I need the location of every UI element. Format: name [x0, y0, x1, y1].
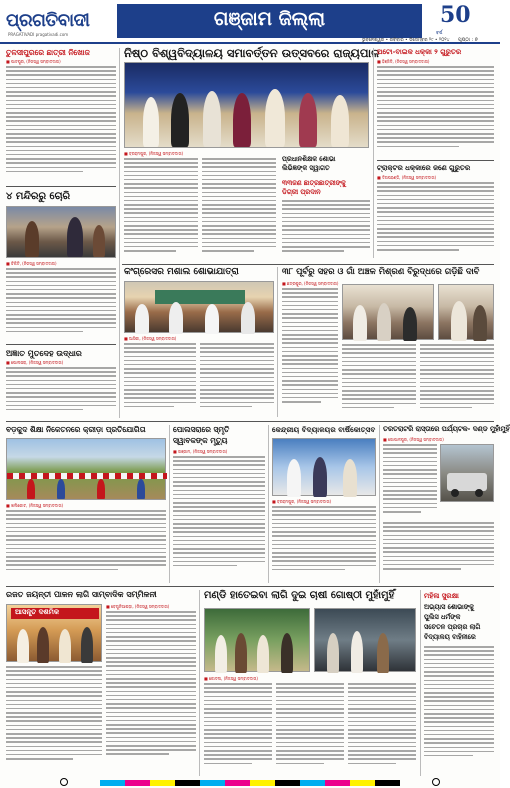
section-divider [6, 421, 494, 422]
story-headline[interactable]: ବଡ଼କୁଦ ଶିକ୍ଷା ନିକେତନରେ କ୍ରୀଡ଼ା ପ୍ରତିଯୋଗିତା [6, 425, 146, 434]
story-body [204, 683, 272, 775]
newspaper-logo[interactable] [6, 10, 114, 37]
sports-meet-photo [6, 438, 166, 500]
story-body [383, 444, 437, 520]
story-body [383, 522, 494, 580]
lead-subhead: ଲିଭିଜ୍ଞଙ୍କ ସ୍ୱାଗତ [282, 164, 330, 172]
story-body [200, 343, 274, 417]
story-byline: ■ ଗଞ୍ଜାମ, (ନିଜସ୍ୱ ସମ୍ବାଦଦାତା) [173, 449, 228, 454]
story-body [124, 343, 196, 417]
farmers-clash-photo [204, 608, 310, 672]
anniversary-number: 50 [440, 2, 471, 28]
story-body [202, 158, 276, 262]
logo-subtitle: PRAGATIVADI pragativadi.com [8, 32, 69, 37]
temple-theft-photo [6, 206, 116, 258]
city-meeting-photo-2 [438, 284, 494, 340]
column-rule [169, 425, 170, 583]
lead-subhead: ପ୍ରଧାନଶିକ୍ଷକ ଶୋଭା [282, 155, 336, 163]
divider [122, 264, 494, 265]
story-body [6, 367, 116, 417]
side-story-line: ସଚେତନ ପ୍ରଚାର ଲାଗି [424, 623, 481, 631]
story-body [6, 66, 116, 184]
registration-mark-icon [60, 778, 68, 786]
story-body [6, 666, 102, 776]
story-body [124, 158, 198, 262]
jubilee-banner: ଆସନ୍ତ୍ତ ଦଶମିକ [11, 608, 99, 619]
story-body [342, 344, 416, 417]
story-headline[interactable]: ୪ ମନ୍ଦିରରୁ ଚୋରି [6, 191, 71, 202]
registration-mark-icon [432, 778, 440, 786]
story-headline[interactable]: କଂଗ୍ରେସର ମଶାଲ ଶୋଭାଯାତ୍ରା [124, 267, 239, 277]
logo-text: ପ୍ରଗତିବାଦୀ [6, 10, 90, 31]
edition-banner [117, 4, 422, 38]
story-body [348, 683, 416, 775]
column-rule [119, 48, 120, 418]
lead-subhead: ୩୩ଜଣ ଛାତ୍ରଛାତ୍ରୀଙ୍କୁ [282, 179, 346, 187]
divider [6, 186, 116, 187]
story-headline[interactable]: କେନ୍ଦ୍ରୀୟ ବିଦ୍ୟାଳୟର ବାର୍ଷିକୋତ୍ସବ [272, 425, 376, 434]
story-headline[interactable]: ତୁଳସୀପୁରରେ ଛାତ୍ରୀ ନିଖୋଜ [6, 48, 90, 57]
side-story-line: ପୁଲିସ ଧର୍ମଙ୍କ [424, 613, 461, 621]
side-story-line: ବିଦ୍ୟାଳୟ ବାହିନୀରେ [424, 633, 476, 641]
story-headline[interactable]: ସ୍ୱାବକଙ୍କ ମୃତ୍ୟୁ [173, 436, 228, 445]
anniversary-emblem [434, 2, 490, 40]
divider [377, 160, 494, 161]
column-rule [373, 48, 374, 258]
story-byline: ■ ପୋଲସରା, (ନିଜସ୍ୱ ସମ୍ବାଦଦାତା) [6, 360, 64, 365]
story-body [282, 288, 338, 417]
column-rule [379, 425, 380, 583]
story-body [276, 683, 344, 775]
story-byline: ■ ଗୋପାଳପୁର, (ନିଜସ୍ୱ ସମ୍ବାଦଦାତା) [383, 437, 444, 442]
story-byline: ■ ପାଟପୁର, (ନିଜସ୍ୱ ସମ୍ବାଦଦାତା) [6, 59, 61, 64]
story-byline: ■ ଛତ୍ରପୁର, (ନିଜସ୍ୱ ସମ୍ବାଦଦାତା) [282, 281, 339, 286]
story-byline: ■ ଦିଗପହଣ୍ଡି, (ନିଜସ୍ୱ ସମ୍ବାଦଦାତା) [377, 175, 437, 180]
lead-subhead: ଡିଗ୍ରୀ ପ୍ରଦାନ [282, 188, 321, 196]
school-function-photo [272, 438, 376, 496]
city-meeting-photo [342, 284, 434, 340]
story-body [106, 611, 196, 775]
story-headline[interactable]: ପୋଲସରାରେ ସ୍ମୃତି [173, 425, 230, 434]
edition-title: ଗଞ୍ଜାମ ଜିଲ୍ଲା [213, 8, 326, 30]
side-story-headline[interactable]: ମହିଳା ସୁରକ୍ଷା [424, 592, 459, 600]
color-calibration-bar [100, 780, 400, 786]
column-rule [268, 425, 269, 583]
masthead [0, 0, 500, 44]
story-byline: ■ ବ୍ରହ୍ମପୁର, (ନିଜସ୍ୱ ସମ୍ବାଦଦାତା) [272, 499, 332, 504]
story-body [6, 510, 166, 580]
story-byline: ■ କୋଦଳା, (ନିଜସ୍ୱ ସମ୍ବାଦଦାତା) [204, 676, 258, 681]
lead-headline[interactable]: ନିଷ୍ଠ ବିଶ୍ୱବିଦ୍ୟାଳୟ ସମାବର୍ତ୍ତନ ଉତ୍ସବରେ ରାଜ୍ୟପାଳ [124, 46, 380, 60]
story-byline: ■ ଆସିକା, (ନିଜସ୍ୱ ସମ୍ବାଦଦାତା) [124, 336, 177, 341]
story-headline[interactable]: ଅଜ୍ଞାତ ମୁତଦେହ ଉଦ୍ଧାର [6, 349, 82, 358]
story-body [173, 456, 265, 580]
story-body [377, 182, 494, 262]
story-headline[interactable]: ତରତରାଟରି ରାସ୍ତାରେ ପର୍ଯ୍ୟଟକ- ଦଣ୍ଡ ମୁହାଁମୁହିଁ [383, 425, 510, 433]
story-body [420, 344, 494, 417]
story-byline: ■ ଚିକିଟି, (ନିଜସ୍ୱ ସମ୍ବାଦଦାତା) [6, 261, 57, 266]
story-body [282, 200, 370, 262]
side-story-line: ଅଭ୍ୟାସ ଶୋଭାଙ୍କୁ [424, 603, 474, 611]
story-body [424, 646, 494, 776]
story-byline: ■ ବେଗୁନିଆପଡ଼ା, (ନିଜସ୍ୱ ସମ୍ବାଦଦାତା) [106, 604, 170, 609]
convocation-photo [124, 62, 369, 148]
story-byline: ■ ଖଲିକୋଟ, (ନିଜସ୍ୱ ସମ୍ବାଦଦାତା) [6, 503, 64, 508]
story-byline: ■ ବ୍ରହ୍ମପୁର, (ନିଜସ୍ୱ ସମ୍ବାଦଦାତା) [124, 151, 184, 156]
story-headline[interactable]: ମଣ୍ଡି ହାତେଇବା ଲାଗି ଦୁଇ ଚାଷୀ ଗୋଷ୍ଠୀ ମୁହାଁମୁହିଁ [204, 590, 395, 601]
farmers-meeting-photo [314, 608, 416, 672]
dateline: ଭୁବନେଶ୍ୱର • ରବିବାର • ଡିସେମ୍ବର ୨୯ • ୨୦୨୪ [362, 38, 450, 43]
story-headline[interactable]: ରଜତ ଜୟନ୍ତୀ ପାଳନ ଲାଗି ସାମ୍ବାଦିକ ସମ୍ମିଳନୀ [6, 590, 157, 599]
story-body [272, 506, 376, 580]
anniversary-label: ବର୍ଷ [436, 31, 443, 36]
story-body [6, 268, 116, 342]
story-byline: ■ ହିଞ୍ଜିଳି, (ନିଜସ୍ୱ ସମ୍ବାଦଦାତା) [377, 59, 430, 64]
story-headline[interactable]: ଟ୍ରାକ୍ଟର ଧକ୍କାରେ ଜଣେ ଗୁରୁତର [377, 164, 471, 172]
column-rule [277, 267, 278, 417]
tourist-road-photo [440, 444, 494, 502]
jubilee-meeting-photo [6, 604, 102, 662]
story-body [377, 66, 494, 158]
torch-rally-photo [124, 281, 274, 333]
column-rule [420, 590, 421, 776]
page-number: ପୃଷ୍ଠା : ୭ [458, 37, 478, 43]
story-headline[interactable]: ୩୮ ପୂର୍ବରୁ ସହର ଓ ଗାଁ ଅଞ୍ଚଳ ମିଶ୍ରଣ ବିରୁଦ୍ଧରେ ଗଡ଼ିଛି ଦାବି [282, 267, 480, 277]
column-rule [199, 590, 200, 776]
section-divider [6, 586, 494, 587]
story-headline[interactable]: ଅଟୋ-ବାଇକ ଧକ୍କା ୨ ଗୁରୁତର [377, 48, 462, 56]
divider [6, 344, 116, 345]
